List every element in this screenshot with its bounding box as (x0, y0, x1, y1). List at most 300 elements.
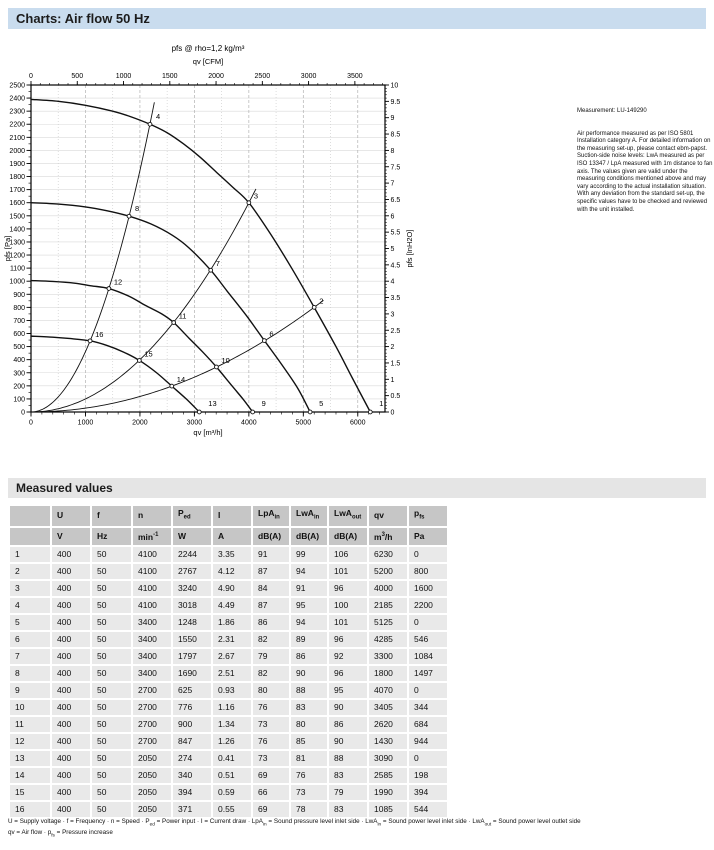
table-cell: 81 (291, 751, 327, 766)
tick-label-left: 600 (13, 331, 25, 339)
tick-label-right: 7.5 (390, 164, 401, 172)
table-cell: 1248 (173, 615, 211, 630)
table-cell: 106 (329, 547, 367, 562)
table-cell: 4.12 (213, 564, 251, 579)
table-cell: 50 (92, 683, 131, 698)
table-cell: 900 (173, 717, 211, 732)
table-cell: 95 (291, 598, 327, 613)
table-cell: 2767 (173, 564, 211, 579)
table-cell: 87 (253, 598, 289, 613)
table-cell: 69 (253, 768, 289, 783)
table-cell: 94 (291, 564, 327, 579)
measurement-description: Air performance measured as per ISO 5801 Installation category A. For detailed information on the measuring set-up, please contact ebm-papst. Suction-side noise levels: LwA measured as per ISO 13347 / LpA measured with 1m distance to fan axis. The values given are valid under the measuring conditions mentioned above and may vary according to the actual installation situation. With any deviation from the standard set-up, the specific values have to be checked and reviewed with the unit installed. (577, 130, 713, 213)
operating-point-11 (172, 321, 176, 325)
tick-label-left: 1300 (9, 239, 25, 247)
table-cell: 944 (409, 734, 447, 749)
table-cell: 76 (253, 700, 289, 715)
tick-label-right: 4.5 (390, 262, 401, 270)
table-cell: 2.51 (213, 666, 251, 681)
table-cell: 80 (253, 683, 289, 698)
table-cell: 80 (291, 717, 327, 732)
table-cell: 76 (253, 734, 289, 749)
table-cell: 96 (329, 666, 367, 681)
operating-point-label-7: 7 (215, 259, 220, 269)
table-cell: 101 (329, 615, 367, 630)
table-cell: 4100 (133, 598, 171, 613)
table-cell: 2700 (133, 700, 171, 715)
table-cell: 1084 (409, 649, 447, 664)
table-cell: 13 (10, 751, 50, 766)
tick-label-bottom: 5000 (295, 419, 312, 427)
table-cell: 0 (409, 751, 447, 766)
table-cell: 50 (92, 598, 131, 613)
table-cell: 3.35 (213, 547, 251, 562)
table-cell: 86 (329, 717, 367, 732)
table-unit-header-row (10, 528, 447, 545)
unit-header: Pa (409, 528, 447, 545)
table-cell: 2050 (133, 785, 171, 800)
operating-point-14 (170, 384, 174, 388)
operating-point-label-15: 15 (144, 349, 153, 359)
operating-point-label-12: 12 (113, 277, 123, 287)
table-cell: 91 (291, 581, 327, 596)
table-cell: 0 (409, 683, 447, 698)
table-cell: 78 (291, 802, 327, 817)
table-cell: 274 (173, 751, 211, 766)
plot-frame (31, 85, 385, 412)
tick-label-right: 8.5 (390, 131, 401, 139)
axis-label-bottom: qv [m³/h] (193, 428, 223, 437)
table-cell: 50 (92, 802, 131, 817)
table-cell: 0.41 (213, 751, 251, 766)
tick-label-top: 1500 (162, 73, 178, 80)
tick-label-right: 5.5 (390, 229, 401, 237)
tick-label-right: 3.5 (390, 295, 401, 303)
operating-point-4 (148, 122, 152, 126)
column-header: qv (369, 506, 407, 526)
unit-header: $m^3/h$ (369, 528, 407, 545)
table-row (10, 649, 447, 664)
table-cell: 400 (52, 547, 90, 562)
table-cell: 50 (92, 734, 131, 749)
table-cell: 91 (253, 547, 289, 562)
operating-point-label-13: 13 (208, 399, 217, 408)
tick-label-right: 2 (390, 344, 395, 352)
table-cell: 101 (329, 564, 367, 579)
table-cell: 1550 (173, 632, 211, 647)
table-cell: 10 (10, 700, 50, 715)
table-row (10, 547, 447, 562)
table-cell: 86 (291, 649, 327, 664)
table-cell: 400 (52, 785, 90, 800)
unit-header: dB(A) (291, 528, 327, 545)
tick-label-right: 1.5 (390, 360, 401, 368)
unit-header: V (52, 528, 90, 545)
table-cell: 1430 (369, 734, 407, 749)
table-cell: 2620 (369, 717, 407, 732)
tick-label-left: 500 (13, 344, 25, 352)
unit-header: W (173, 528, 211, 545)
tick-label-right: 9 (390, 115, 395, 123)
table-cell: 82 (253, 632, 289, 647)
table-cell: 86 (253, 615, 289, 630)
table-cell: 394 (173, 785, 211, 800)
table-cell: 2700 (133, 734, 171, 749)
table-cell: 88 (329, 751, 367, 766)
column-header: $P_{ed}$ (173, 506, 211, 526)
operating-point-6 (262, 339, 266, 343)
table-cell: 73 (291, 785, 327, 800)
tick-label-right: 4 (390, 278, 395, 286)
unit-header: dB(A) (329, 528, 367, 545)
table-cell: 1.26 (213, 734, 251, 749)
table-cell: 400 (52, 734, 90, 749)
table-cell: 87 (253, 564, 289, 579)
table-cell: 15 (10, 785, 50, 800)
table-row (10, 666, 447, 681)
operating-point-label-14: 14 (176, 375, 186, 385)
table-cell: 83 (329, 802, 367, 817)
fan-curve-speed-2050 (31, 336, 199, 412)
table-cell: 400 (52, 683, 90, 698)
table-cell: 69 (253, 802, 289, 817)
table-cell: 1.16 (213, 700, 251, 715)
table-cell: 400 (52, 649, 90, 664)
column-header: LpA$_{in}$ (253, 506, 289, 526)
table-cell: 7 (10, 649, 50, 664)
axis-label-left: pfs [Pa] (3, 235, 12, 262)
table-cell: 198 (409, 768, 447, 783)
tick-label-right: 0 (390, 409, 395, 417)
fan-curve-speed-4100 (31, 99, 370, 412)
tick-label-bottom: 4000 (241, 419, 257, 427)
table-cell: 3400 (133, 666, 171, 681)
table-cell: 50 (92, 751, 131, 766)
unit-header: A (213, 528, 251, 545)
table-cell: 100 (329, 598, 367, 613)
table-cell: 4100 (133, 581, 171, 596)
tick-label-right: 9.5 (390, 98, 401, 106)
table-cell: 90 (291, 666, 327, 681)
tick-label-left: 1200 (9, 252, 25, 260)
table-cell: 3405 (369, 700, 407, 715)
fan-curve-speed-2700 (31, 281, 253, 412)
table-row (10, 802, 447, 817)
table-cell: 1497 (409, 666, 447, 681)
tick-label-right: 8 (390, 147, 395, 155)
table-cell: 83 (291, 700, 327, 715)
table-cell: 4.90 (213, 581, 251, 596)
table-cell: 12 (10, 734, 50, 749)
operating-point-label-4: 4 (155, 112, 161, 122)
table-cell: 1600 (409, 581, 447, 596)
tick-label-top: 1000 (115, 73, 132, 80)
operating-point-2 (312, 305, 316, 309)
axis-label-right: pfs [InH2O] (405, 229, 414, 268)
tick-label-left: 2100 (9, 134, 25, 142)
table-cell: 2244 (173, 547, 211, 562)
table-cell: 2.67 (213, 649, 251, 664)
table-cell: 6 (10, 632, 50, 647)
tick-label-left: 0 (21, 409, 25, 417)
tick-label-left: 1600 (9, 200, 25, 208)
measurement-id: Measurement: LU-149290 (577, 108, 647, 114)
operating-point-15 (137, 359, 141, 363)
table-cell: 400 (52, 802, 90, 817)
table-cell: 50 (92, 581, 131, 596)
table-cell: 394 (409, 785, 447, 800)
table-cell: 800 (409, 564, 447, 579)
tick-label-right: 2.5 (390, 327, 401, 335)
tick-label-right: 5 (390, 246, 395, 253)
tick-label-left: 2000 (9, 147, 25, 155)
table-cell: 3400 (133, 632, 171, 647)
unit-header: $\min^{-1}$ (133, 528, 171, 545)
operating-point-label-8: 8 (135, 204, 140, 214)
table-cell: 340 (173, 768, 211, 783)
table-cell: 99 (291, 547, 327, 562)
measurement-notes (577, 108, 714, 214)
table-cell: 2050 (133, 768, 171, 783)
operating-point-13 (197, 410, 201, 414)
tick-label-right: 6.5 (390, 196, 401, 204)
table-cell: 847 (173, 734, 211, 749)
table-cell: 4.49 (213, 598, 251, 613)
table-cell: 2050 (133, 751, 171, 766)
operating-point-5 (308, 410, 312, 414)
table-cell: 1 (10, 547, 50, 562)
table-cell: 50 (92, 785, 131, 800)
unit-header: dB(A) (253, 528, 289, 545)
tick-label-left: 300 (13, 370, 25, 378)
table-cell: 79 (329, 785, 367, 800)
unit-header: Hz (92, 528, 131, 545)
column-header: LwA$_{out}$ (329, 506, 367, 526)
table-cell: 684 (409, 717, 447, 732)
page-title: Charts: Air flow 50 Hz (8, 8, 706, 29)
table-row (10, 598, 447, 613)
operating-point-8 (127, 214, 131, 218)
tick-label-left: 100 (13, 396, 25, 404)
table-cell: 3240 (173, 581, 211, 596)
table-row (10, 632, 447, 647)
table-cell: 85 (291, 734, 327, 749)
tick-label-left: 2400 (9, 95, 25, 103)
table-cell: 3018 (173, 598, 211, 613)
tick-label-left: 1700 (9, 187, 25, 195)
table-cell: 50 (92, 547, 131, 562)
tick-label-right: 3 (390, 311, 395, 319)
tick-label-top: 500 (71, 73, 84, 80)
table-cell: 16 (10, 802, 50, 817)
table-cell: 96 (329, 581, 367, 596)
tick-label-left: 1900 (9, 160, 25, 168)
tick-label-left: 1500 (9, 213, 25, 221)
table-cell: 400 (52, 581, 90, 596)
operating-point-12 (107, 287, 111, 291)
tick-label-left: 1800 (9, 174, 25, 182)
tick-label-left: 1100 (9, 265, 25, 273)
tick-label-bottom: 2000 (132, 419, 148, 427)
tick-label-left: 700 (13, 317, 25, 325)
table-cell: 3400 (133, 649, 171, 664)
tick-label-right: 0.5 (390, 393, 401, 401)
column-header: f (92, 506, 131, 526)
operating-point-16 (88, 339, 92, 343)
table-cell: 400 (52, 564, 90, 579)
tick-label-left: 2200 (9, 121, 25, 129)
table-cell: 50 (92, 700, 131, 715)
table-cell: 0.55 (213, 802, 251, 817)
table-cell: 776 (173, 700, 211, 715)
table-cell: 0.59 (213, 785, 251, 800)
table-cell: 4000 (369, 581, 407, 596)
table-cell: 73 (253, 751, 289, 766)
table-row (10, 615, 447, 630)
tick-label-top: 0 (29, 73, 33, 80)
table-cell: 50 (92, 615, 131, 630)
tick-label-left: 1400 (9, 226, 25, 234)
table-cell: 50 (92, 564, 131, 579)
tick-label-right: 10 (390, 82, 399, 90)
table-cell: 5125 (369, 615, 407, 630)
table-cell: 371 (173, 802, 211, 817)
tick-label-bottom: 1000 (77, 419, 94, 427)
table-cell: 2050 (133, 802, 171, 817)
table-row (10, 717, 447, 732)
table-row (10, 768, 447, 783)
tick-label-bottom: 0 (29, 419, 33, 427)
table-cell: 82 (253, 666, 289, 681)
column-header: I (213, 506, 251, 526)
table-cell: 95 (329, 683, 367, 698)
table-row (10, 785, 447, 800)
tick-label-left: 1000 (9, 278, 25, 286)
chart-title: pfs @ rho=1,2 kg/m³ (171, 44, 245, 53)
table-cell: 92 (329, 649, 367, 664)
table-cell: 1797 (173, 649, 211, 664)
table-cell: 3 (10, 581, 50, 596)
table-cell: 400 (52, 717, 90, 732)
table-cell: 2.31 (213, 632, 251, 647)
section-title-measured-values: Measured values (8, 478, 706, 498)
table-cell: 0.93 (213, 683, 251, 698)
table-cell: 4100 (133, 547, 171, 562)
tick-label-right: 6 (390, 213, 395, 221)
table-column-header-row (10, 506, 447, 526)
column-header: $p_{fs}$ (409, 506, 447, 526)
operating-point-3 (247, 201, 251, 205)
table-cell: 90 (329, 700, 367, 715)
airflow-chart (0, 38, 470, 458)
column-header: n (133, 506, 171, 526)
operating-point-label-3: 3 (253, 191, 259, 201)
table-cell: 1.34 (213, 717, 251, 732)
table-cell: 5 (10, 615, 50, 630)
table-cell: 544 (409, 802, 447, 817)
table-cell: 344 (409, 700, 447, 715)
table-cell: 50 (92, 649, 131, 664)
table-cell: 2700 (133, 683, 171, 698)
table-cell: 4 (10, 598, 50, 613)
operating-point-label-5: 5 (319, 399, 324, 408)
table-cell: 5200 (369, 564, 407, 579)
table-cell: 9 (10, 683, 50, 698)
table-row (10, 700, 447, 715)
table-cell: 73 (253, 717, 289, 732)
table-cell: 2 (10, 564, 50, 579)
table-cell: 400 (52, 666, 90, 681)
table-cell: 400 (52, 768, 90, 783)
table-cell: 83 (329, 768, 367, 783)
table-cell: 8 (10, 666, 50, 681)
tick-label-top: 3000 (300, 73, 317, 80)
operating-point-10 (215, 365, 219, 369)
legend-line-2: qv = Air flow · $p_{fs}$ = Pressure increase (8, 829, 113, 839)
table-cell: 94 (291, 615, 327, 630)
table-cell: 0 (409, 547, 447, 562)
table-cell: 76 (291, 768, 327, 783)
table-cell: 546 (409, 632, 447, 647)
table-cell: 96 (329, 632, 367, 647)
table-cell: 14 (10, 768, 50, 783)
table-cell: 50 (92, 632, 131, 647)
tick-label-right: 7 (390, 180, 395, 188)
table-cell: 1990 (369, 785, 407, 800)
table-cell: 3090 (369, 751, 407, 766)
table-cell: 400 (52, 615, 90, 630)
operating-point-9 (251, 410, 255, 414)
table-cell: 4070 (369, 683, 407, 698)
tick-label-bottom: 3000 (186, 419, 203, 427)
operating-point-label-2: 2 (319, 296, 324, 306)
table-row (10, 683, 447, 698)
tick-label-left: 800 (13, 304, 25, 312)
table-cell: 625 (173, 683, 211, 698)
table-cell: 400 (52, 751, 90, 766)
table-cell: 1690 (173, 666, 211, 681)
table-cell: 1085 (369, 802, 407, 817)
column-header: U (52, 506, 90, 526)
tick-label-bottom: 6000 (349, 419, 366, 427)
tick-label-left: 400 (13, 357, 25, 365)
table-row (10, 734, 447, 749)
operating-point-label-1: 1 (379, 399, 384, 408)
table-cell: 11 (10, 717, 50, 732)
table-row (10, 751, 447, 766)
airflow-chart-container (0, 38, 470, 458)
table-row (10, 581, 447, 596)
operating-point-label-16: 16 (95, 329, 104, 339)
legend-line-1: U = Supply voltage · f = Frequency · n = Speed · $P_{ed}$ = Power input · I = Current draw · LpA$_{in}$ = Sound pressure level inlet side · LwA$_{in}$ = Sound power level inlet side · LwA$_{out}$ = Sound power level outlet side (8, 818, 581, 828)
table-cell: 0 (409, 615, 447, 630)
tick-label-top: 2000 (208, 73, 224, 80)
table-cell: 2185 (369, 598, 407, 613)
tick-label-left: 2500 (9, 82, 25, 90)
tick-label-top: 2500 (254, 73, 271, 80)
tick-label-left: 200 (13, 383, 25, 391)
table-cell: 50 (92, 666, 131, 681)
operating-point-label-9: 9 (261, 399, 266, 408)
table-cell: 79 (253, 649, 289, 664)
column-header: LwA$_{in}$ (291, 506, 327, 526)
column-header (10, 506, 50, 526)
table-cell: 2700 (133, 717, 171, 732)
tick-label-top: 3500 (347, 73, 363, 80)
table-cell: 84 (253, 581, 289, 596)
table-cell: 6230 (369, 547, 407, 562)
table-cell: 2200 (409, 598, 447, 613)
